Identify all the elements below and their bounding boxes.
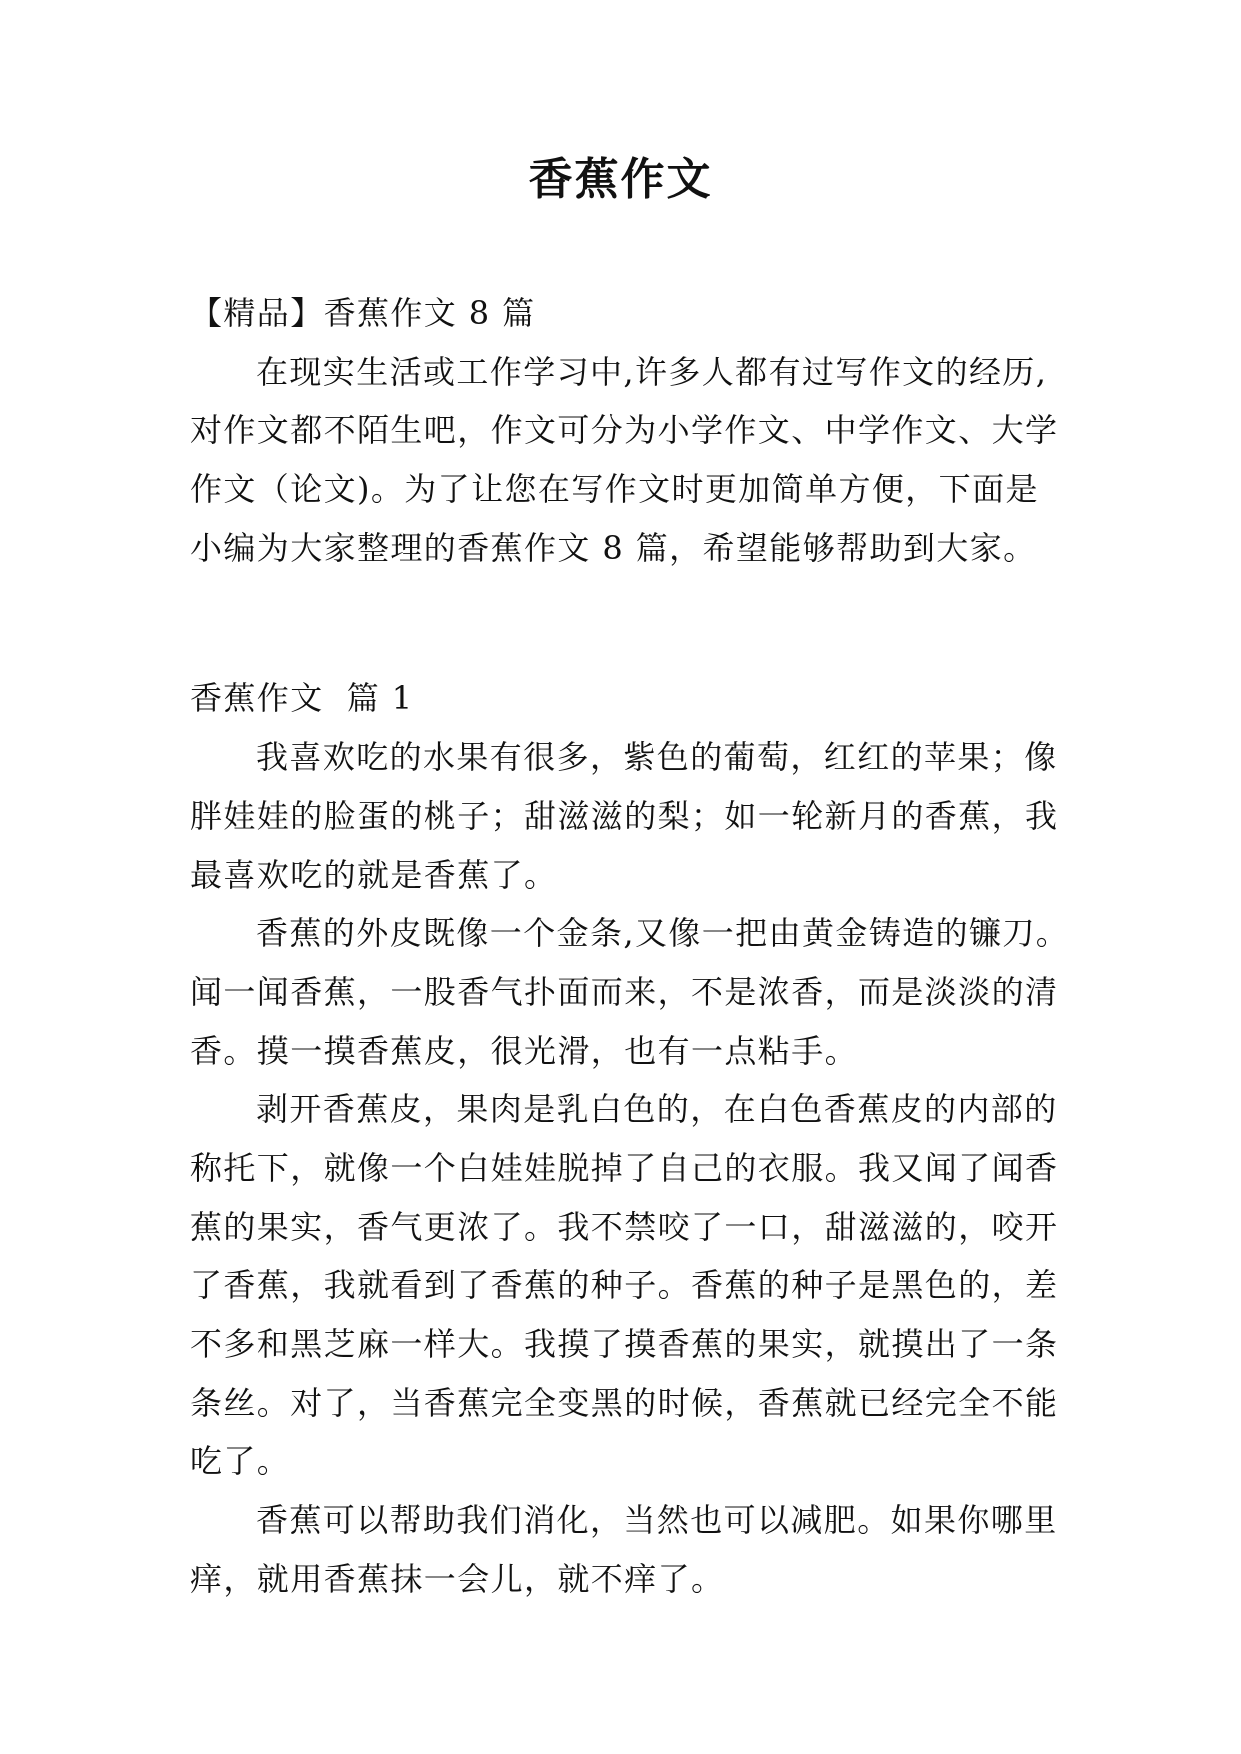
essay-line: 称托下，就像一个白娃娃脱掉了自己的衣服。我又闻了闻香 [190, 1148, 1059, 1187]
essay-paragraph [190, 1080, 1059, 1491]
essay-heading: 香蕉作文 篇 1 [190, 679, 414, 718]
essay-line: 吃了。 [190, 1442, 291, 1481]
essay-line: 闻一闻香蕉，一股香气扑面而来，不是浓香，而是淡淡的清 [190, 972, 1059, 1011]
intro-line: 在现实生活或工作学习中,许多人都有过写作文的经历, [256, 352, 1048, 391]
essay-line: 了香蕉，我就看到了香蕉的种子。香蕉的种子是黑色的，差 [190, 1266, 1059, 1305]
essay-line: 最喜欢吃的就是香蕉了。 [190, 855, 558, 894]
essay-line: 剥开香蕉皮，果肉是乳白色的，在白色香蕉皮的内部的 [256, 1090, 1058, 1129]
essay-line: 条丝。对了，当香蕉完全变黑的时候，香蕉就已经完全不能 [190, 1383, 1059, 1422]
essay-paragraph [190, 904, 1070, 1080]
intro-heading: 【精品】香蕉作文 8 篇 [190, 294, 536, 332]
essay-line: 我喜欢吃的水果有很多，紫色的葡萄，红红的苹果；像 [256, 738, 1058, 777]
essay-line: 蕉的果实，香气更浓了。我不禁咬了一口，甜滋滋的，咬开 [190, 1207, 1059, 1246]
section-spacer [190, 577, 1046, 669]
intro-paragraph [190, 343, 1059, 578]
essay-paragraph [190, 1491, 1058, 1608]
page-title: 香蕉作文 [528, 154, 713, 205]
essay-line: 香蕉可以帮助我们消化，当然也可以减肥。如果你哪里 [256, 1501, 1058, 1540]
essay-line: 香蕉的外皮既像一个金条,又像一把由黄金铸造的镰刀。 [256, 914, 1070, 953]
intro-line: 小编为大家整理的香蕉作文 8 篇，希望能够帮助到大家。 [190, 528, 1037, 567]
essay-line: 胖娃娃的脸蛋的桃子；甜滋滋的梨；如一轮新月的香蕉，我 [190, 796, 1059, 835]
essay-paragraph [190, 728, 1059, 904]
essay-line: 痒，就用香蕉抹一会儿，就不痒了。 [190, 1559, 725, 1598]
document-body [190, 284, 1070, 1608]
essay-line: 香。摸一摸香蕉皮，很光滑，也有一点粘手。 [190, 1031, 859, 1070]
intro-line: 对作文都不陌生吧，作文可分为小学作文、中学作文、大学 [190, 411, 1059, 450]
intro-line: 作文（论文)。为了让您在写作文时更加简单方便，下面是 [190, 470, 1039, 509]
essay-line: 不多和黑芝麻一样大。我摸了摸香蕉的果实，就摸出了一条 [190, 1325, 1059, 1363]
